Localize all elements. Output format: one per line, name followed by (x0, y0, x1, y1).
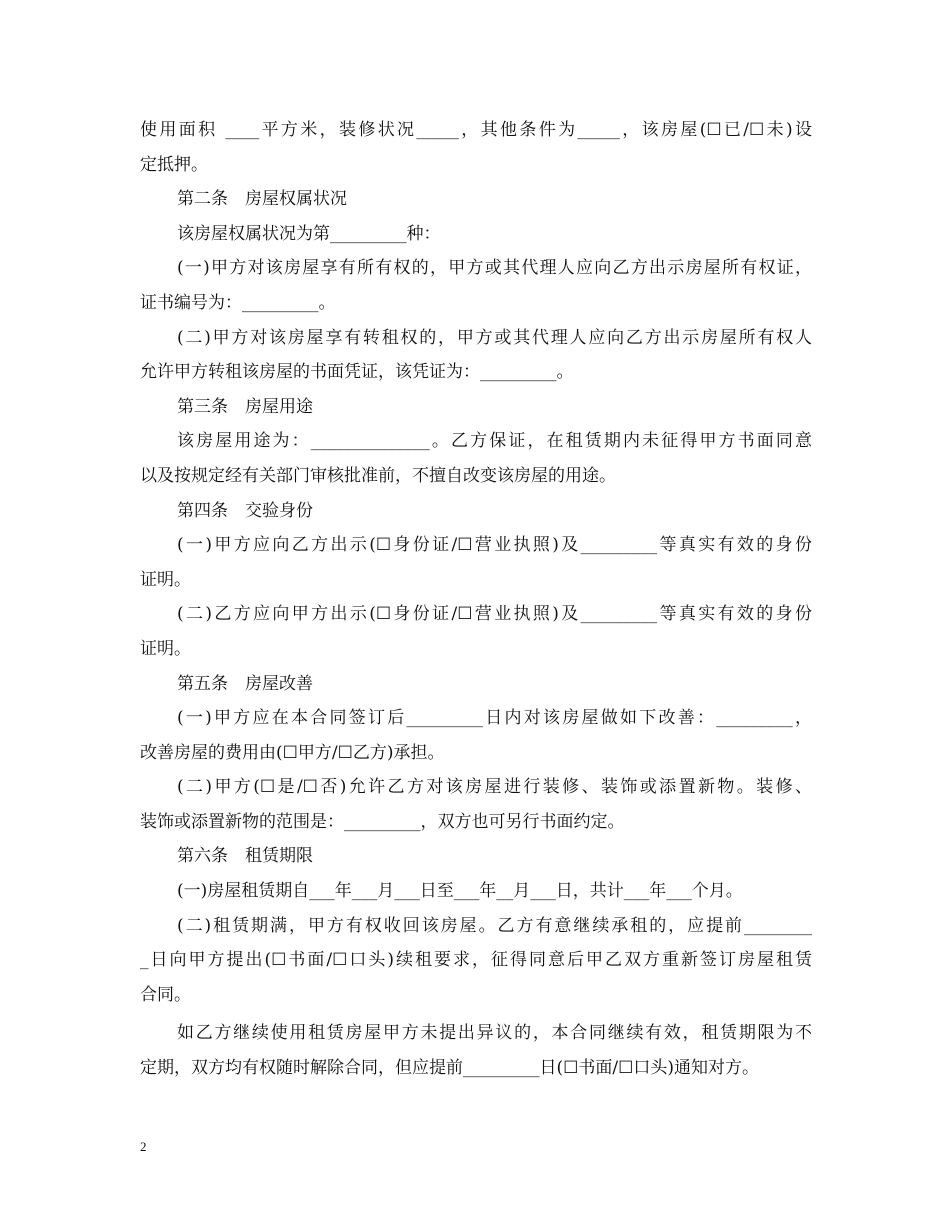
document-body (140, 113, 812, 1086)
section-heading-6: 第六条 租赁期限 (177, 846, 313, 867)
paragraph-line: (二)乙方应向甲方出示(☐身份证/☐营业执照)及_________等真实有效的身份 (177, 604, 812, 625)
paragraph-line: 定抵押。 (140, 154, 208, 175)
paragraph-line: (二)甲方对该房屋享有转租权的，甲方或其代理人应向乙方出示房屋所有权人 (177, 327, 812, 348)
paragraph-line: (一)甲方对该房屋享有所有权的，甲方或其代理人应向乙方出示房屋所有权证， (177, 258, 812, 279)
paragraph-line: 以及按规定经有关部门审核批准前，不擅自改变该房屋的用途。 (140, 465, 616, 486)
section-heading-3: 第三条 房屋用途 (177, 396, 313, 417)
paragraph-line: (一)甲方应在本合同签订后_________日内对该房屋做如下改善：_________， (177, 708, 812, 729)
paragraph-line: (一)甲方应向乙方出示(☐身份证/☐营业执照)及_________等真实有效的身份 (177, 535, 812, 556)
paragraph-line: 如乙方继续使用租赁房屋甲方未提出异议的，本合同继续有效，租赁期限为不 (177, 1023, 812, 1044)
paragraph-line: (二)甲方(☐是/☐否)允许乙方对该房屋进行装修、装饰或添置新物。装修、 (177, 777, 812, 798)
section-heading-4: 第四条 交验身份 (177, 500, 313, 521)
paragraph-line: 定期，双方均有权随时解除合同，但应提前_________日(☐书面/☐口头)通知对方。 (140, 1058, 759, 1079)
paragraph-line: 证明。 (140, 638, 191, 659)
paragraph-line: 证书编号为：_________。 (140, 292, 336, 313)
section-heading-5: 第五条 房屋改善 (177, 673, 313, 694)
paragraph-line: 装饰或添置新物的范围是：_________，双方也可另行书面约定。 (140, 811, 625, 832)
paragraph-line: 改善房屋的费用由(☐甲方/☐乙方)承担。 (140, 742, 445, 763)
page-number: 2 (140, 1139, 147, 1154)
paragraph-line: (一)房屋租赁期自___年___月___日至___年__月___日，共计___年___个月。 (177, 881, 743, 902)
paragraph-line: 证明。 (140, 569, 191, 590)
paragraph-line: _日向甲方提出(☐书面/☐口头)续租要求，征得同意后甲乙双方重新签订房屋租赁 (140, 950, 812, 971)
paragraph-line: 合同。 (140, 984, 191, 1005)
paragraph-line: 使用面积 ____平方米，装修状况_____，其他条件为_____，该房屋(☐已/☐未)设 (140, 120, 812, 140)
paragraph-line: 允许甲方转租该房屋的书面凭证，该凭证为：_________。 (140, 362, 574, 383)
paragraph-line: 该房屋权属状况为第_________种： (177, 223, 441, 244)
section-heading-2: 第二条 房屋权属状况 (177, 189, 347, 210)
paragraph-line: 该房屋用途为：______________。乙方保证，在租赁期内未征得甲方书面同意 (177, 431, 812, 452)
paragraph-line: (二)租赁期满，甲方有权收回该房屋。乙方有意继续承租的，应提前________ (177, 915, 812, 936)
